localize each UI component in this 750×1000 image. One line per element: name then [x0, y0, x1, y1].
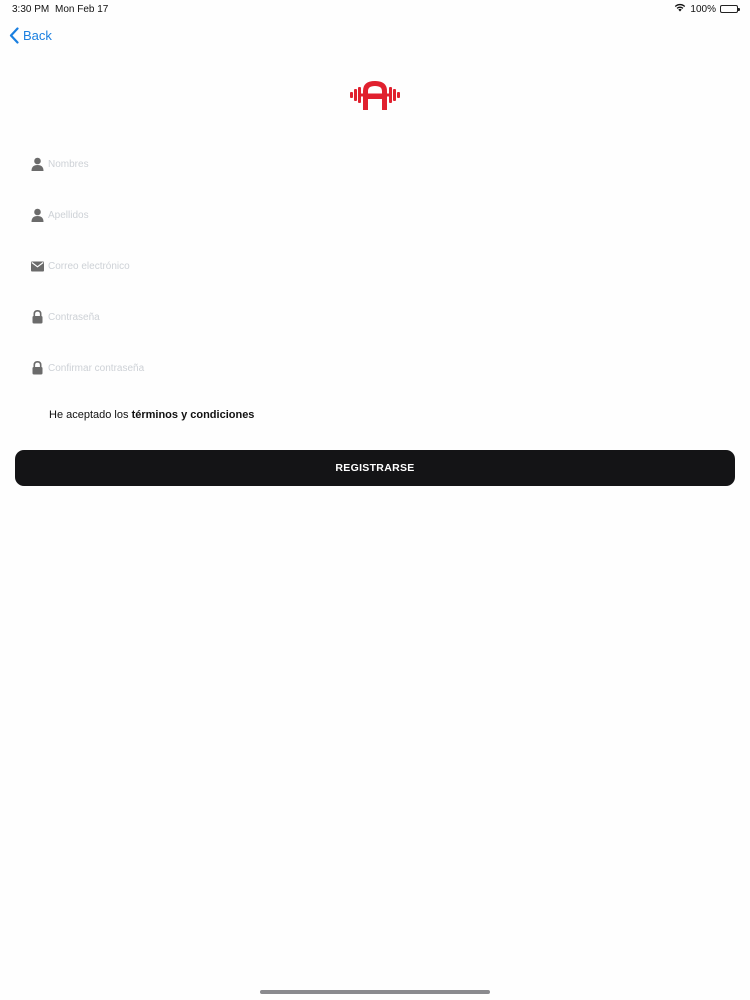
mail-icon	[30, 259, 44, 273]
lock-icon	[30, 361, 44, 375]
app-logo	[349, 79, 401, 116]
password-field[interactable]	[30, 306, 720, 328]
back-button[interactable]	[9, 27, 52, 44]
home-indicator	[260, 990, 490, 994]
status-time: 3:30 PM	[12, 4, 50, 15]
register-button[interactable]: REGISTRARSE	[15, 450, 735, 486]
lock-icon	[30, 310, 44, 324]
first-name-field[interactable]	[30, 153, 720, 175]
back-label: Back	[23, 28, 52, 43]
person-icon	[30, 157, 44, 171]
password-input[interactable]	[48, 312, 648, 323]
chevron-left-icon	[9, 27, 19, 44]
status-date: Mon Feb 17	[55, 4, 109, 15]
battery-percent: 100%	[690, 3, 716, 15]
email-input[interactable]	[48, 261, 648, 272]
first-name-input[interactable]	[48, 159, 648, 170]
wifi-icon	[674, 3, 686, 15]
status-bar	[0, 0, 750, 18]
battery-icon	[720, 5, 738, 13]
status-right	[674, 3, 738, 15]
last-name-field[interactable]	[30, 204, 720, 226]
email-field[interactable]	[30, 255, 720, 277]
terms-link[interactable]: términos y condiciones	[131, 409, 255, 421]
last-name-input[interactable]	[48, 210, 648, 221]
terms-prefix: He aceptado los	[49, 409, 132, 421]
confirm-password-input[interactable]	[48, 363, 648, 374]
confirm-password-field[interactable]	[30, 357, 720, 379]
person-icon	[30, 208, 44, 222]
terms-row[interactable]	[49, 409, 254, 421]
